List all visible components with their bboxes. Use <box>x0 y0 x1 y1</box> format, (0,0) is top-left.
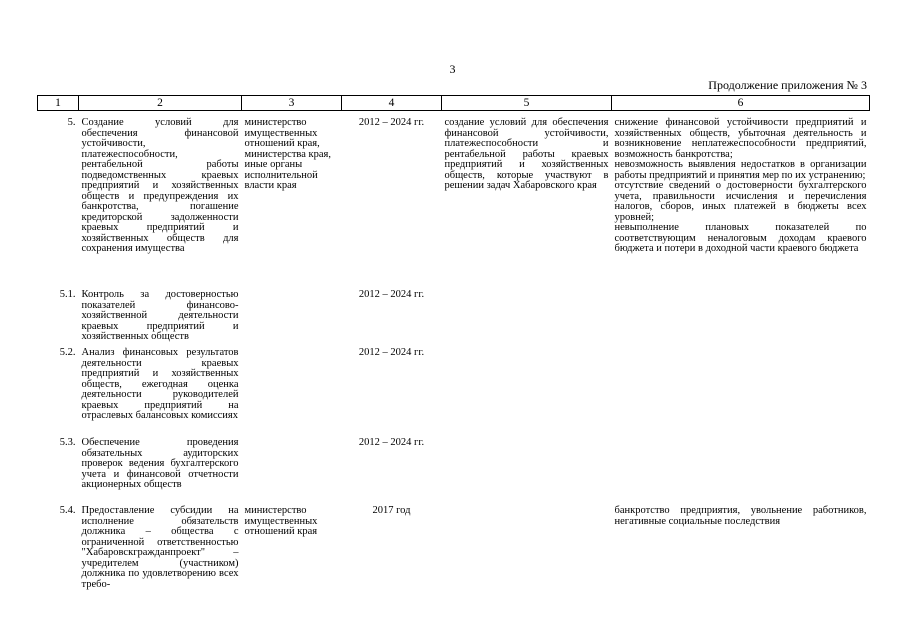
result-text <box>442 290 612 348</box>
row-number: 5.3. <box>59 437 76 448</box>
result-text: создание условий для обеспечения финансовой устойчивости, платежеспособности и рентабельной работы краевых предприятий и хозяйственных обществ, которые участвуют в решении задач Хабаровского края <box>444 117 609 191</box>
result-text <box>442 506 612 590</box>
measure-text: Анализ финансовых результатов деятельности краевых предприятий и хозяйственных обществ, ежегодная оценка деятельности руководителей краевых предприятий на отраслевых балансовых комиссиях <box>81 347 239 421</box>
executor-text: министерство имущественных отношений края <box>244 505 318 537</box>
executor-text <box>242 290 342 348</box>
period-text: 2017 год <box>372 505 411 516</box>
header-col-6: 6 <box>612 96 870 111</box>
risks-cell <box>612 348 870 438</box>
page-number: 3 <box>449 62 456 76</box>
risk-paragraph: невыполнение плановых показателей по соответствующим неналоговым доходам краевого бюджета и потери в доходной части краевого бюджета <box>614 222 867 254</box>
header-row <box>38 96 870 111</box>
period-text: 2012 – 2024 гг. <box>358 437 425 448</box>
risks-cell <box>612 438 870 506</box>
table-row <box>38 348 870 438</box>
risks-cell <box>612 290 870 348</box>
risks-cell <box>612 111 870 291</box>
period-text: 2012 – 2024 гг. <box>358 347 425 358</box>
row-number: 5.4. <box>59 505 76 516</box>
risks-cell <box>612 506 870 590</box>
header-col-1: 1 <box>38 96 79 111</box>
executor-text <box>242 348 342 438</box>
risk-paragraph: невозможность выявления недостатков в организации работы предприятий и принятия мер по их устранению; <box>614 159 867 181</box>
header-col-2: 2 <box>79 96 242 111</box>
header-col-4: 4 <box>342 96 442 111</box>
header-col-3: 3 <box>242 96 342 111</box>
row-number: 5.2. <box>59 347 76 358</box>
risk-paragraph: банкротство предприятия, увольнение работников, негативные социальные последствия <box>614 505 867 527</box>
period-text: 2012 – 2024 гг. <box>358 117 425 128</box>
executor-text: министерство имущественных отношений края, министерства края, иные органы исполнительной власти края <box>244 117 331 191</box>
row-number: 5. <box>67 117 76 128</box>
measure-text: Контроль за достоверностью показателей финансово-хозяйственной деятельности краевых предприятий и хозяйственных обществ <box>81 289 239 342</box>
executor-text <box>242 438 342 506</box>
period-text: 2012 – 2024 гг. <box>358 289 425 300</box>
table-row <box>38 506 870 590</box>
measure-text: Обеспечение проведения обязательных аудиторских проверок ведения бухгалтерского учета и финансовой отчетности акционерных обществ <box>81 437 239 490</box>
table-row <box>38 111 870 291</box>
row-number: 5.1. <box>59 289 76 300</box>
appendix-label: Продолжение приложения № 3 <box>708 78 867 92</box>
table-row <box>38 290 870 348</box>
risk-paragraph: отсутствие сведений о достоверности бухгалтерского учета, правильности исчисления и перечисления налогов, сборов, иных платежей в бюджеты всех уровней; <box>614 180 867 223</box>
result-text <box>442 348 612 438</box>
table-row <box>38 438 870 506</box>
result-text <box>442 438 612 506</box>
measure-text: Предоставление субсидии на исполнение обязательств должника – общества с ограниченной ответственностью "Хабаровскгражданпроект" – учредителем (участником) должника по удовлетворению всех требо- <box>81 505 239 590</box>
header-col-5: 5 <box>442 96 612 111</box>
measure-text: Создание условий для обеспечения финансовой устойчивости, платежеспособности, рентабельной работы подведомственных краевых предприятий и хозяйственных обществ и предупреждения их банкротства, погашение кредиторской задолженности краевых предприятий и хозяйственных обществ для сохранения имущества <box>81 117 239 254</box>
risk-paragraph: снижение финансовой устойчивости предприятий и хозяйственных обществ, убыточная деятельность и возникновение неплатежеспособности предприятий, возможность банкротства; <box>614 117 867 160</box>
measures-table <box>37 95 870 590</box>
